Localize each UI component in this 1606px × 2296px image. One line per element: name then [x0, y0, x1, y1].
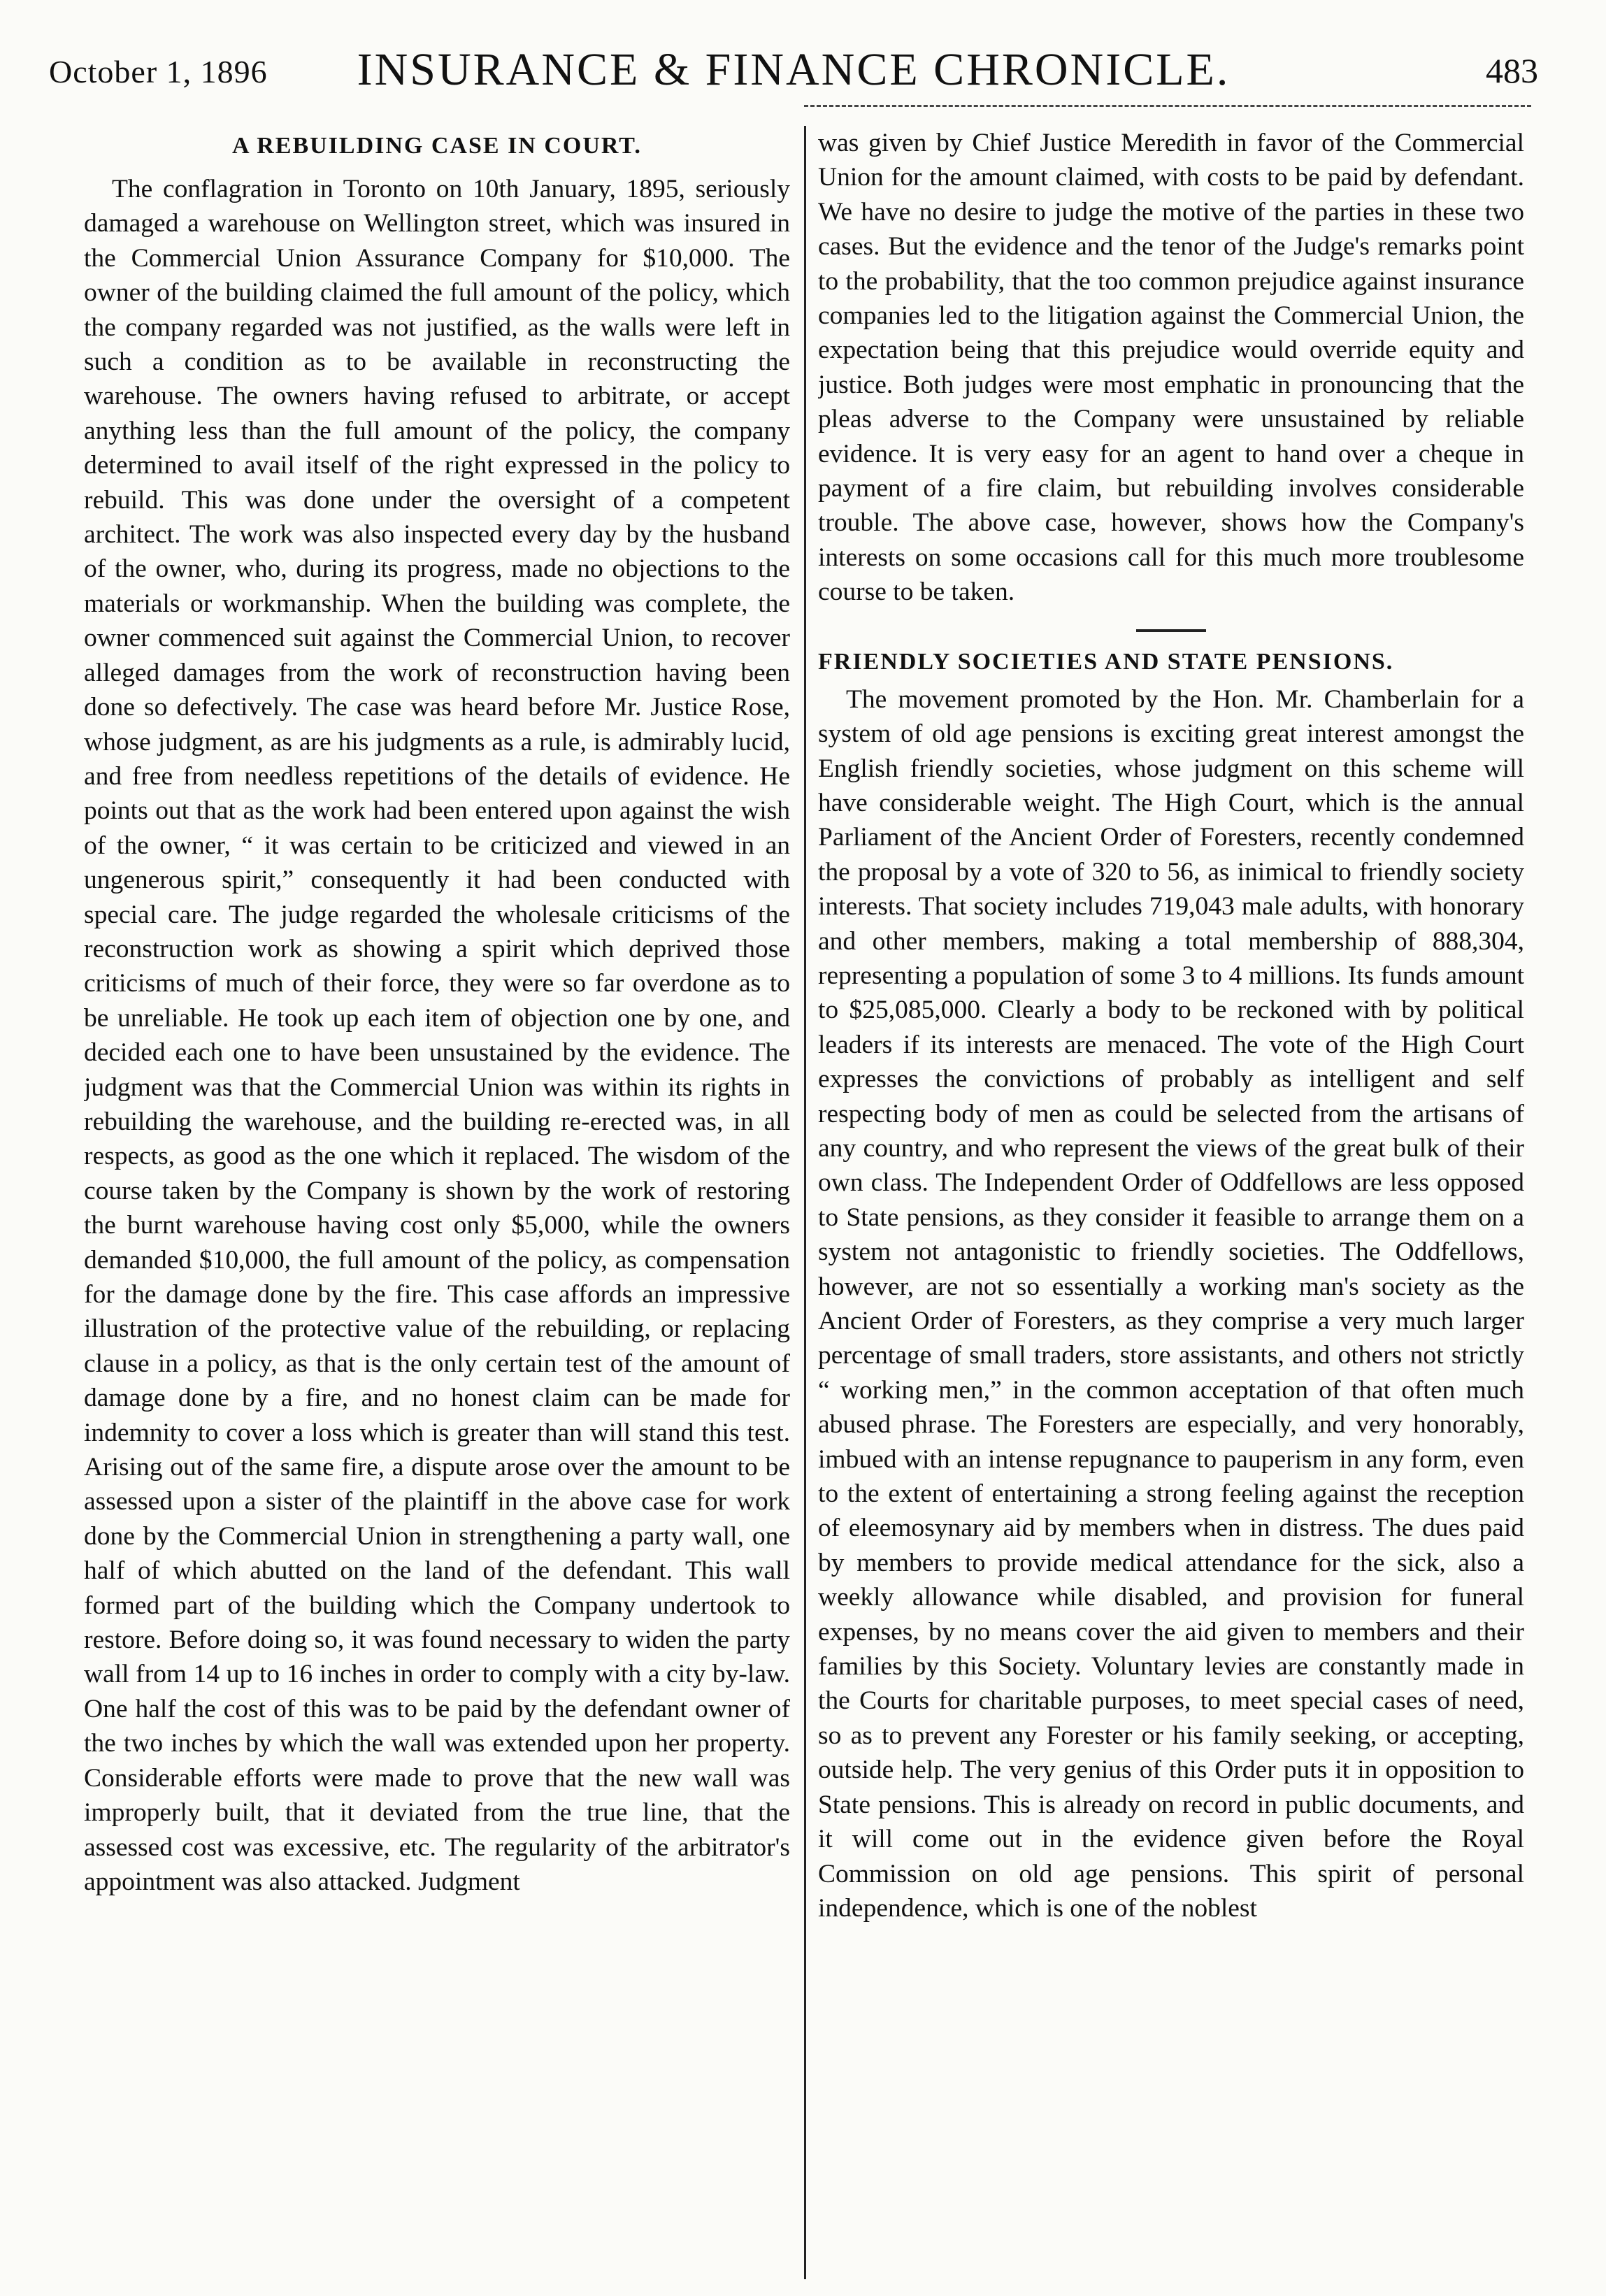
- article-body-rebuilding-case: The conflagration in Toronto on 10th January, 1895, seriously damaged a warehouse on Wellington street, which was insured in the Commercial Union Assurance Company for $10,000. The owner of the building claimed the full amount of the policy, which the company regarded was not justified, as the walls were left in such a condition as to be available in reconstructing the warehouse. The owners having refused to arbitrate, or accept anything less than the full amount of the policy, the company determined to avail itself of the right expressed in the policy to rebuild. This was done under the oversight of a competent architect. The work was also inspected every day by the husband of the owner, who, during its progress, made no objections to the materials or workmanship. When the building was complete, the owner commenced suit against the Commercial Union, to recover alleged damages from the work of reconstruction having been done so defectively. The case was heard before Mr. Justice Rose, whose judgment, as are his judgments as a rule, is admirably lucid, and free from needless repetitions of the details of evidence. He points out that as the work had been entered upon against the wish of the owner, “ it was certain to be criticized and viewed in an ungenerous spirit,” consequently it had been conducted with special care. The judge regarded the wholesale criticisms of the reconstruction work as showing a spirit which deprived those criticisms of much of their force, they were so far overdone as to be unreliable. He took up each item of objection one by one, and decided each one to have been unsustained by the evidence. The judgment was that the Commercial Union was within its rights in rebuilding the warehouse, and the building re-erected was, in all respects, as good as the one which it replaced. The wisdom of the course taken by the Company is shown by the work of restoring the burnt warehouse having cost only $5,000, while the owners demanded $10,000, the full amount of the policy, as compensation for the damage done by the fire. This case affords an impressive illustration of the protective value of the rebuilding, or replacing clause in a policy, as that is the only certain test of the amount of damage done by a fire, and no honest claim can be made for indemnity to cover a loss which is greater than will stand this test. Arising out of the same fire, a dispute arose over the amount to be assessed upon a sister of the plaintiff in the above case for work done by the Commercial Union in strengthening a party wall, one half of which abutted on the land of the defendant. This wall formed part of the building which the Company undertook to restore. Before doing so, it was found necessary to widen the party wall from 14 up to 16 inches in order to comply with a city by-law. One half the cost of this was to be paid by the defendant owner of the two inches by which the wall was extended upon her property. Considerable efforts were made to prove that the new wall was improperly built, that it deviated from the true line, that the assessed cost was excessive, etc. The regularity of the arbitrator's appointment was also attacked. Judgment: [84, 175, 790, 1896]
- issue-date: October 1, 1896: [49, 54, 268, 89]
- article-headline-friendly-societies: FRIENDLY SOCIETIES AND STATE PENSIONS.: [818, 648, 1394, 675]
- article-headline-rebuilding-case: A REBUILDING CASE IN COURT.: [232, 133, 642, 159]
- column-divider: [804, 126, 806, 2279]
- page-number: 483: [1486, 51, 1538, 90]
- article-continuation-rebuilding-case: was given by Chief Justice Meredith in favor of the Commercial Union for the amount claimed, with costs to be paid by defendant. We have no desire to judge the motive of the parties in these two cases. But the evidence and the tenor of the Judge's remarks point to the probability, that the too common prejudice against insurance companies led to the litigation against the Commercial Union, the expectation being that this prejudice would override equity and justice. Both judges were most emphatic in pronouncing that the pleas adverse to the Company were unsustained by reliable evidence. It is very easy for an agent to hand over a cheque in payment of a fire claim, but rebuilding involves considerable trouble. The above case, however, shows how the Company's interests on some occasions call for this much more troublesome course to be taken.: [818, 129, 1524, 607]
- masthead: [49, 41, 1538, 103]
- article-body-friendly-societies: The movement promoted by the Hon. Mr. Chamberlain for a system of old age pensions is exciting great interest amongst the English friendly societies, whose judgment on this scheme will have considerable weight. The High Court, which is the annual Parliament of the Ancient Order of Foresters, recently condemned the proposal by a vote of 320 to 56, as inimical to friendly society interests. That society includes 719,043 male adults, with honorary and other members, making a total membership of 888,304, representing a population of some 3 to 4 millions. Its funds amount to $25,085,000. Clearly a body to be reckoned with by political leaders if its interests are menaced. The vote of the High Court expresses the convictions of probably as intelligent and self respecting body of men as could be selected from the artisans of any country, and who represent the views of the great bulk of their own class. The Independent Order of Oddfellows are less opposed to State pensions, as they consider it feasible to arrange them on a system not antagonistic to friendly societies. The Oddfellows, however, are not so essentially a working man's society as the Ancient Order of Foresters, as they comprise a very much larger percentage of small traders, store assistants, and others not strictly “ working men,” in the common acceptation of that often much abused phrase. The Foresters are especially, and very honorably, imbued with an intense repugnance to pauperism in any form, even to the extent of entertaining a strong feeling against the reception of eleemosynary aid by members when in distress. The dues paid by members to provide medical attendance for the sick, also a weekly allowance while disabled, and provision for funeral expenses, by no means cover the aid given to members and their families by this Society. Voluntary levies are constantly made in the Courts for charitable purposes, to meet special cases of need, so as to prevent any Forester or his family seeking, or accepting, outside help. The very genius of this Order puts it in opposition to State pensions. This is already on record in public documents, and it will come out in the evidence given before the Royal Commission on old age pensions. This spirit of personal independence, which is one of the noblest: [818, 684, 1524, 1923]
- header-rule: [804, 105, 1531, 107]
- publication-title: INSURANCE & FINANCE CHRONICLE.: [357, 44, 1231, 95]
- article-separator: [1136, 629, 1206, 632]
- left-column: [84, 126, 790, 2279]
- right-column: [818, 126, 1524, 2279]
